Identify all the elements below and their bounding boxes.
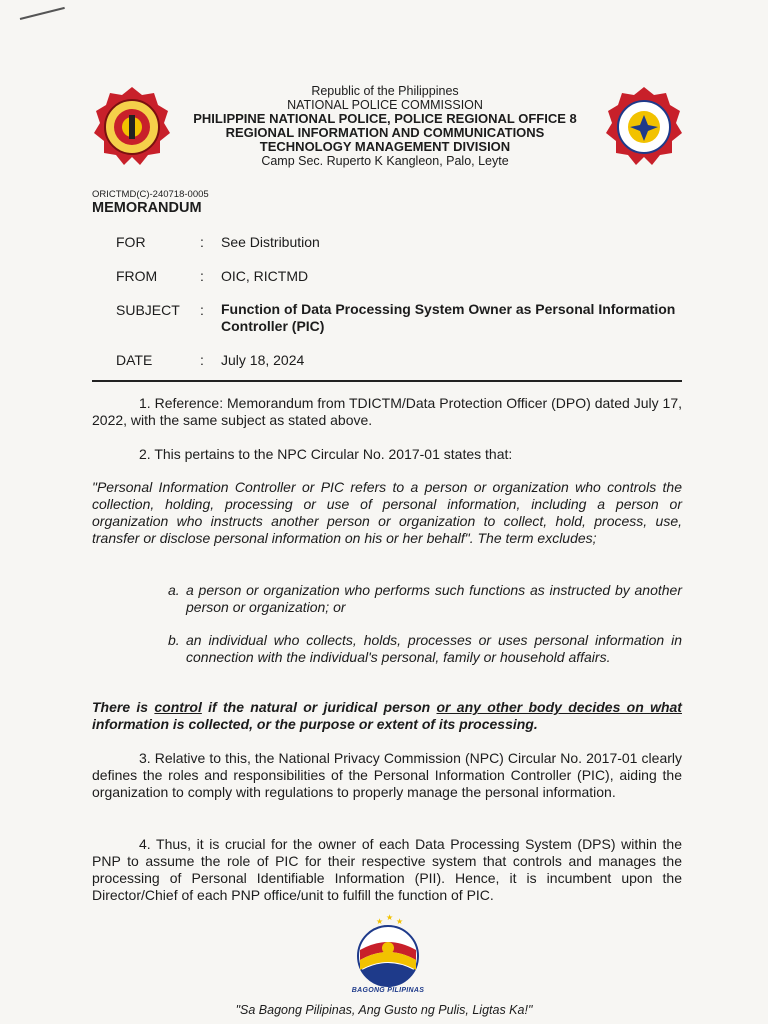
for-value: See Distribution [221, 234, 320, 250]
subject-colon: : [200, 302, 204, 318]
list-item-b [168, 632, 682, 666]
list-marker-a: a. [168, 582, 180, 598]
bagong-pilipinas-logo-icon [346, 914, 430, 994]
date-colon: : [200, 352, 204, 368]
letterhead [130, 84, 640, 168]
memo-title: MEMORANDUM [92, 200, 202, 216]
header-division-2: TECHNOLOGY MANAGEMENT DIVISION [259, 139, 511, 154]
from-label: FROM [116, 268, 158, 284]
paragraph-2: 2. This pertains to the NPC Circular No. 2017-01 states that: [139, 446, 513, 462]
header-pnp: PHILIPPINE NATIONAL POLICE, POLICE REGIONAL OFFICE 8 [193, 111, 577, 126]
subject-label: SUBJECT [116, 302, 180, 318]
header-division-1: REGIONAL INFORMATION AND COMMUNICATIONS [225, 125, 545, 140]
date-label: DATE [116, 352, 153, 368]
from-value: OIC, RICTMD [221, 268, 309, 284]
list-text-a: a person or organization who performs such functions as instructed by another person or organization; or [186, 582, 682, 615]
control-statement-part-3: if the natural or juridical person [201, 699, 437, 715]
header-divider [92, 380, 682, 382]
svg-text:★: ★ [396, 917, 404, 926]
control-statement-part-4: or any other body decides on what [436, 699, 682, 715]
date-value: July 18, 2024 [221, 352, 305, 368]
list-item-a [168, 582, 682, 616]
paragraph-4: 4. Thus, it is crucial for the owner of each Data Processing System (DPS) within the PNP to assume the role of PIC for their respective system that controls and manages the processing of Personal Identifiable Information (PII). Hence, it is incumbent upon the Director/Chief of each PNP office/unit to fulfill the function of PIC. [92, 836, 682, 903]
header-address: Camp Sec. Ruperto K Kangleon, Palo, Leyte [261, 154, 509, 168]
control-statement-part-5: information is collected, or the purpose or extent of its processing. [92, 716, 538, 732]
logo-caption: BAGONG PILIPINAS [351, 987, 425, 994]
quoted-definition: "Personal Information Controller or PIC refers to a person or organization who controls the collection, holding, processing or use of personal information, including a person or organization who instructs another person or organization to collect, hold, process, use, transfer or disclose personal information on his or her behalf". The term excludes; [92, 479, 682, 546]
list-marker-b: b. [168, 632, 180, 648]
for-label: FOR [116, 234, 146, 250]
header-napolcom: NATIONAL POLICE COMMISSION [287, 98, 483, 112]
footer-slogan: "Sa Bagong Pilipinas, Ang Gusto ng Pulis, Ligtas Ka!" [235, 1003, 533, 1017]
header-republic: Republic of the Philippines [311, 84, 459, 98]
list-text-b: an individual who collects, holds, processes or uses personal information in connection with the individual's personal, family or household affairs. [186, 632, 682, 665]
paragraph-3: 3. Relative to this, the National Privacy Commission (NPC) Circular No. 2017-01 clearly defines the roles and responsibilities of the Personal Information Controller (PIC), aiding the organization to comply with regulations to properly manage the personal information. [92, 750, 682, 800]
paragraph-1: 1. Reference: Memorandum from TDICTM/Data Protection Officer (DPO) dated July 17, 2022, with the same subject as stated above. [92, 395, 682, 428]
control-number: ORICTMD(C)-240718-0005 [92, 189, 209, 200]
svg-text:★: ★ [376, 917, 384, 926]
svg-text:★: ★ [386, 914, 394, 922]
scan-mark [20, 7, 65, 20]
control-statement-part-1: There is [92, 699, 155, 715]
control-statement-part-2: control [154, 699, 202, 715]
control-statement [92, 699, 682, 733]
for-colon: : [200, 234, 204, 250]
subject-value: Function of Data Processing System Owner as Personal Information Controller (PIC) [221, 301, 676, 334]
from-colon: : [200, 268, 204, 284]
